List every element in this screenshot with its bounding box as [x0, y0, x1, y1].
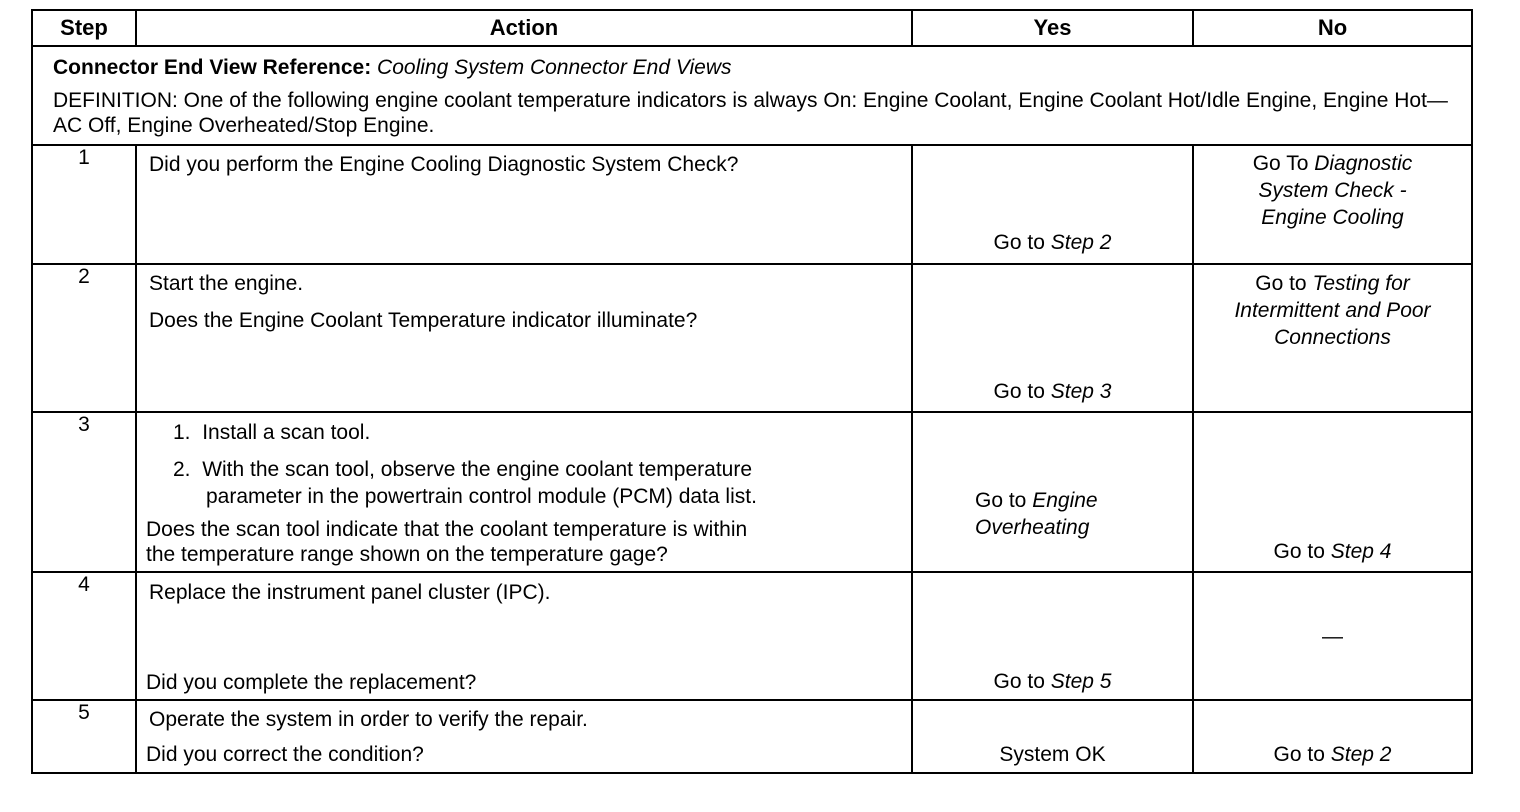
step-question: Does the Engine Coolant Temperature indicator illuminate? — [149, 309, 698, 332]
step-instruction: Operate the system in order to verify the repair. — [149, 708, 588, 731]
step-instruction: Replace the instrument panel cluster (IPC). — [149, 581, 551, 604]
diagnostic-table — [31, 9, 1473, 774]
step-question: Does the scan tool indicate that the coolant temperature is within the temperature range shown on the temperature gage? — [146, 518, 748, 566]
header-yes: Yes — [912, 10, 1193, 46]
no-result[interactable]: Go to Step 2 — [1273, 743, 1392, 766]
table-row — [32, 264, 1472, 412]
step-number: 5 — [32, 700, 136, 773]
definition-text: DEFINITION: One of the following engine coolant temperature indicators is always On: Engine Coolant, Engine Coolant Hot/Idle Engine, Engine Hot—AC Off, Engine Overheated/Stop Engine. — [53, 89, 1448, 137]
table-row — [32, 145, 1472, 264]
step-number: 3 — [32, 412, 136, 572]
yes-result[interactable]: Go to Step 2 — [993, 231, 1112, 254]
step-number: 4 — [32, 572, 136, 700]
connector-reference — [33, 47, 1471, 80]
no-result[interactable]: Go To Diagnostic System Check - Engine Cooling — [1252, 152, 1413, 229]
step-question: Did you perform the Engine Cooling Diagnostic System Check? — [149, 153, 739, 176]
step-question: Did you correct the condition? — [146, 743, 424, 766]
step-question: Did you complete the replacement? — [146, 671, 477, 694]
step-number: 1 — [32, 145, 136, 264]
yes-result[interactable]: Go to Engine Overheating — [975, 489, 1098, 539]
table-row — [32, 412, 1472, 572]
no-result[interactable]: Go to Testing for Intermittent and Poor Connections — [1234, 272, 1431, 349]
reference-link[interactable]: Cooling System Connector End Views — [377, 56, 732, 79]
step-instruction: Start the engine. — [149, 272, 304, 295]
yes-result: System OK — [999, 743, 1106, 766]
reference-label: Connector End View Reference: — [53, 56, 372, 79]
yes-result[interactable]: Go to Step 3 — [993, 380, 1112, 403]
table-row — [32, 700, 1472, 773]
list-item: 2. With the scan tool, observe the engine coolant temperature parameter in the powertrain control module (PCM) data list. — [173, 458, 757, 508]
header-action: Action — [136, 10, 912, 46]
reference-row — [32, 46, 1472, 145]
no-result: — — [1322, 625, 1343, 648]
list-item: 1. Install a scan tool. — [173, 421, 371, 444]
no-result[interactable]: Go to Step 4 — [1273, 540, 1392, 563]
table-row — [32, 572, 1472, 700]
header-row — [32, 10, 1472, 46]
step-number: 2 — [32, 264, 136, 412]
header-step: Step — [32, 10, 136, 46]
header-no: No — [1193, 10, 1472, 46]
yes-result[interactable]: Go to Step 5 — [993, 670, 1112, 693]
